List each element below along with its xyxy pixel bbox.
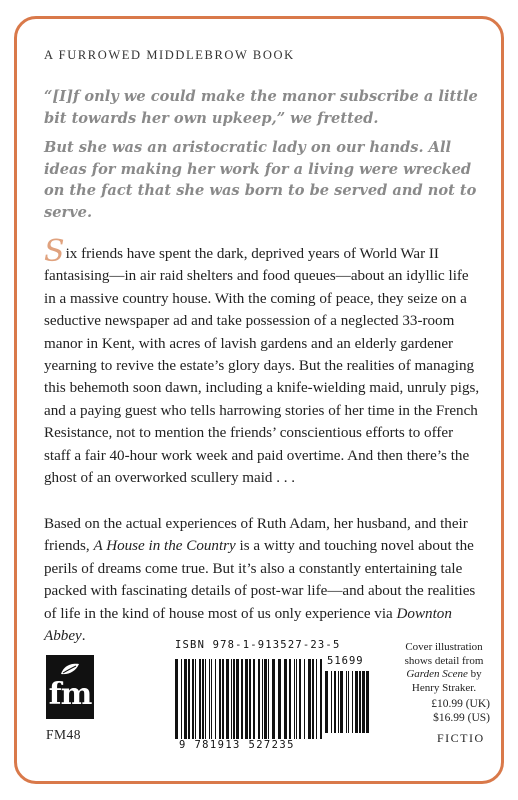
barcode-bar <box>175 659 178 739</box>
barcode-bar <box>184 659 187 739</box>
series-line: A FURROWED MIDDLEBROW BOOK <box>44 48 295 62</box>
barcode-bar <box>289 659 291 739</box>
price-uk: £10.99 (UK) <box>431 698 490 710</box>
cover-credit-by: by <box>467 668 482 680</box>
blurb-paragraph-1 <box>44 234 480 489</box>
barcode-bar <box>241 659 243 739</box>
barcode-bar <box>340 671 343 733</box>
barcode-bar <box>253 659 255 739</box>
leaf-icon <box>60 662 80 676</box>
cover-credit <box>400 641 488 695</box>
barcode-bar <box>346 671 347 733</box>
barcode-bar <box>209 659 210 739</box>
barcode-bar <box>304 659 305 739</box>
blurb-p2-part-a: Based on the actual experiences of Ruth Adam, her husband, and their friends, <box>44 516 468 555</box>
publisher-logo-text: fm <box>48 677 92 712</box>
barcode-bar <box>359 671 361 733</box>
barcode-bar <box>278 659 281 739</box>
prices <box>400 697 490 725</box>
barcode-bar <box>219 659 221 739</box>
barcode-bar <box>362 671 365 733</box>
barcode-bar <box>320 659 322 739</box>
barcode-bar <box>205 659 206 739</box>
barcode-bar <box>202 659 204 739</box>
barcode-bar <box>366 671 369 733</box>
barcode-bar <box>195 659 196 739</box>
barcode-bar <box>222 659 224 739</box>
barcode-bar <box>334 671 336 733</box>
drop-cap: S <box>44 234 65 269</box>
barcode-bar <box>226 659 229 739</box>
barcode-bar <box>188 659 190 739</box>
book-title: A House in the Country <box>93 538 236 555</box>
barcode-digits: 9 781913 527235 <box>179 739 295 751</box>
blurb-p2-end: . <box>81 628 86 645</box>
barcode-bar <box>268 659 269 739</box>
barcode-bar <box>294 659 295 739</box>
painting-title: Garden Scene <box>406 668 468 680</box>
barcode-bar <box>272 659 275 739</box>
barcode-bar <box>192 659 194 739</box>
price-barcode <box>325 671 369 733</box>
barcode-bar <box>249 659 251 739</box>
barcode-bar <box>296 659 297 739</box>
barcode-bar <box>355 671 358 733</box>
barcode-bar <box>245 659 248 739</box>
barcode-bar <box>348 671 349 733</box>
barcode-bar <box>325 671 328 733</box>
barcode-bar <box>308 659 311 739</box>
blurb-paragraph-2 <box>44 513 480 647</box>
barcode-bar <box>258 659 260 739</box>
series-code: FM48 <box>46 727 82 742</box>
genre-label: FICTIO <box>437 731 485 745</box>
publisher-logo <box>46 655 94 719</box>
artist-name: Henry Straker. <box>411 681 477 694</box>
pull-quote-2: But she was an aristocratic lady on our hands. All ideas for making her work for a living were wrecked on the fact that she was born to be served and not to serve. <box>44 139 477 221</box>
ean-barcode <box>175 659 323 739</box>
price-code: 51699 <box>327 655 364 667</box>
pull-quote-1: “[I]f only we could make the manor subscribe a little bit towards her own upkeep,” we fretted. <box>44 88 478 127</box>
blurb-paragraph-1-text: ix friends have spent the dark, deprived years of World War II fantasising—in air raid shelters and food queues—about an idyllic life in a massive country house. With the coming of peace, they seize on a seductive newspaper ad and take possession of a neglected 33-room manor in Kent, with acres of lavish gardens and an elderly gardener yearning to revive the estate’s glory days. But the realities of managing this behemoth soon dawn, including a knife-wielding maid, unruly pigs, and a paying guest who tells harrowing stories of her time in the French Resistance, not to mention the friends’ conscientious efforts to offer staff a fair 40-hour work week and paid overtime. And then there’s the ghost of an overworked scullery maid . . . <box>44 246 480 487</box>
blurb-p2-part-b: is a witty and touching novel about the perils of dreams come true. But it’s also a constantly entertaining tale packed with fascinating details of post-war life—and about the realities of life in the kind of house most of us only experience via <box>44 538 476 622</box>
isbn-label: ISBN 978-1-913527-23-5 <box>175 639 341 651</box>
barcode-bar <box>262 659 263 739</box>
barcode-bar <box>352 671 353 733</box>
barcode-bar <box>236 659 239 739</box>
barcode-bar <box>181 659 182 739</box>
barcode-bar <box>316 659 317 739</box>
barcode-bar <box>211 659 212 739</box>
barcode-bar <box>312 659 314 739</box>
price-us: $16.99 (US) <box>433 712 490 724</box>
barcode-bar <box>299 659 301 739</box>
barcode-bar <box>331 671 332 733</box>
barcode-bar <box>233 659 235 739</box>
barcode-bar <box>215 659 216 739</box>
barcode-bar <box>338 671 339 733</box>
isbn-barcode-block <box>175 637 371 777</box>
barcode-bar <box>264 659 267 739</box>
show-title: Downton Abbey <box>44 605 452 645</box>
barcode-bar <box>284 659 287 739</box>
cover-credit-line1: Cover illustration <box>405 641 483 653</box>
barcode-bar <box>199 659 201 739</box>
cover-credit-line2: shows detail from <box>404 654 484 667</box>
barcode-bar <box>231 659 232 739</box>
